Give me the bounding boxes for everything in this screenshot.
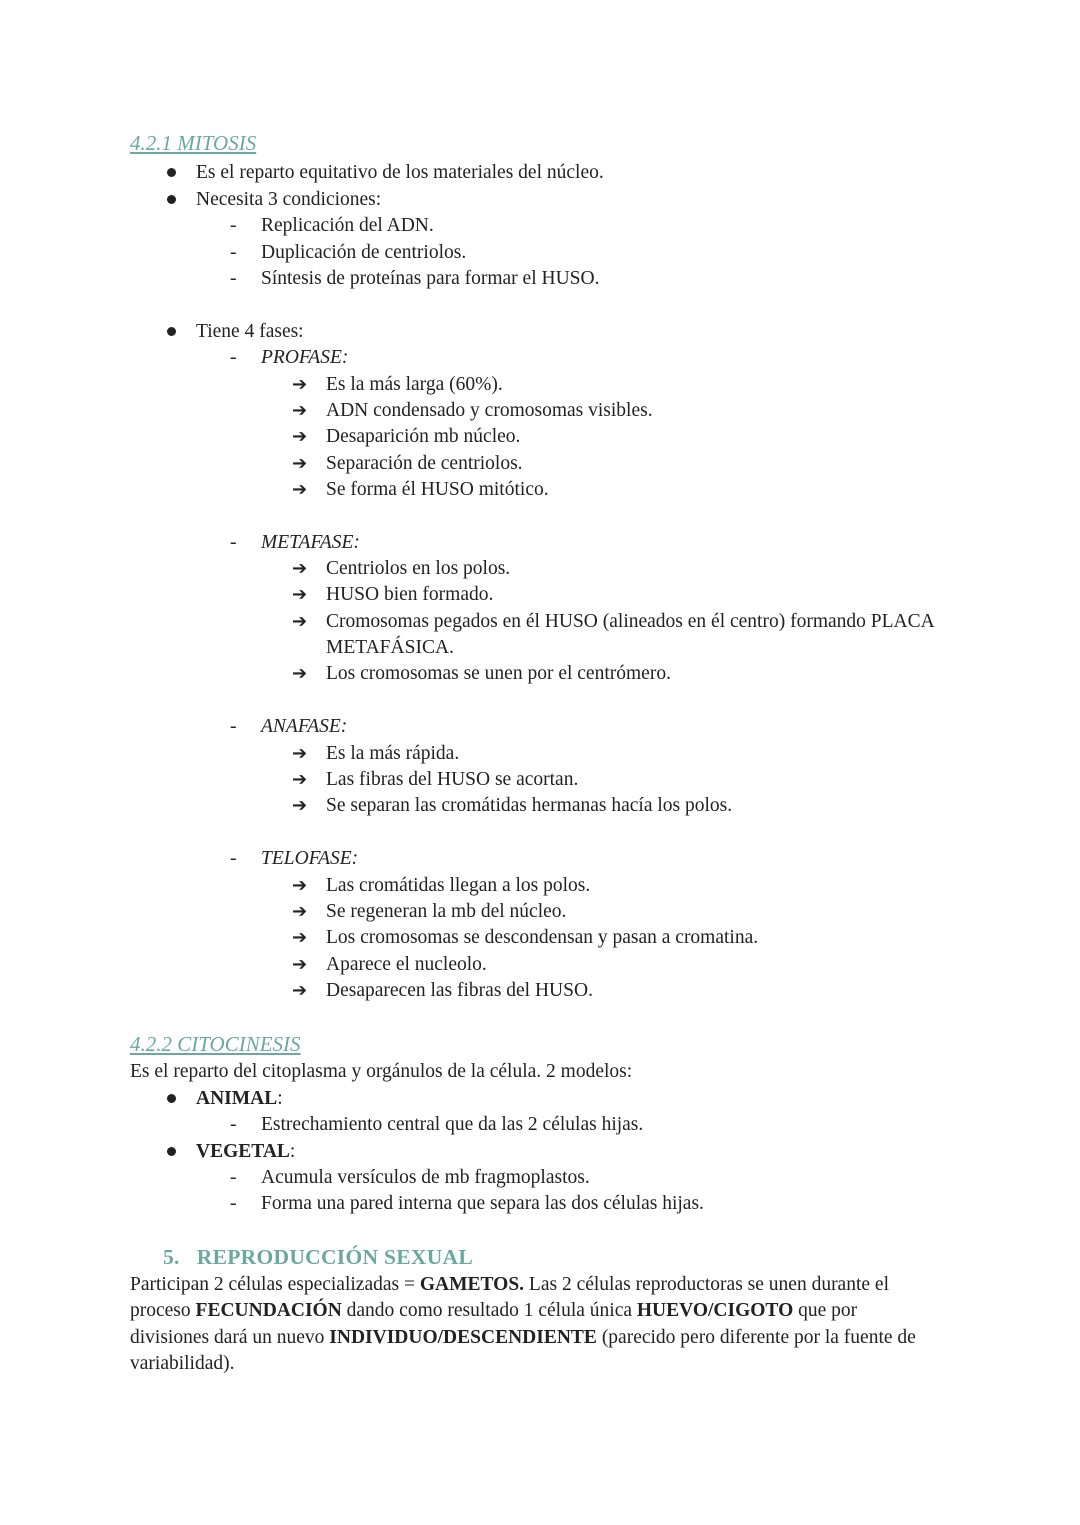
phase-item: Los cromosomas se descondensan y pasan a cromatina. [326, 927, 759, 948]
arrow-icon: ➔ [292, 954, 308, 975]
phase-title-anafase: ANAFASE: [261, 716, 348, 737]
arrow-icon: ➔ [292, 769, 308, 790]
section-heading-reproduccion: 5. REPRODUCCIÓN SEXUAL [163, 1245, 474, 1269]
model-animal-label: ANIMAL [196, 1088, 278, 1109]
condition-item: Síntesis de proteínas para formar el HUSO. [261, 268, 600, 289]
arrow-icon: ➔ [292, 795, 308, 816]
phase-item: Se forma él HUSO mitótico. [326, 479, 549, 500]
phase-item: Es la más rápida. [326, 743, 460, 764]
bullet-dot [167, 327, 176, 336]
colon: : [289, 1141, 296, 1162]
bullet-dot [167, 1094, 176, 1103]
dash-marker: - [230, 1167, 237, 1188]
text-run: que por [793, 1300, 858, 1321]
text-run: Participan 2 células especializadas = [130, 1274, 420, 1295]
section-heading-citocinesis: 4.2.2 CITOCINESIS [130, 1032, 301, 1056]
text-run: Las 2 células reproductoras se unen durante el [524, 1274, 889, 1295]
arrow-icon: ➔ [292, 400, 308, 421]
arrow-icon: ➔ [292, 663, 308, 684]
section-heading-mitosis: 4.2.1 MITOSIS [130, 131, 257, 155]
model-vegetal-label: VEGETAL [196, 1141, 290, 1162]
phase-item: Los cromosomas se unen por el centrómero. [326, 663, 671, 684]
phase-item: Las fibras del HUSO se acortan. [326, 769, 579, 790]
phase-item: Desaparición mb núcleo. [326, 426, 521, 447]
model-animal [196, 1086, 283, 1112]
phase-item: Separación de centriolos. [326, 453, 523, 474]
phase-item: Se separan las cromátidas hermanas hacía los polos. [326, 795, 733, 816]
phase-item: Centriolos en los polos. [326, 558, 511, 579]
phase-item: ADN condensado y cromosomas visibles. [326, 400, 653, 421]
arrow-icon: ➔ [292, 611, 308, 632]
arrow-icon: ➔ [292, 901, 308, 922]
arrow-icon: ➔ [292, 980, 308, 1001]
mitosis-bullet-2: Necesita 3 condiciones: [196, 189, 382, 210]
term-gametos: GAMETOS. [419, 1274, 525, 1295]
citocinesis-intro: Es el reparto del citoplasma y orgánulos de la célula. 2 modelos: [130, 1061, 633, 1082]
phase-item: Aparece el nucleolo. [326, 954, 487, 975]
phase-title-telofase: TELOFASE: [261, 848, 359, 869]
paragraph-line-3 [130, 1325, 916, 1351]
dash-marker: - [230, 532, 237, 553]
dash-marker: - [230, 268, 237, 289]
model-item: Forma una pared interna que separa las dos células hijas. [261, 1193, 704, 1214]
phase-item: Es la más larga (60%). [326, 374, 503, 395]
bullet-dot [167, 195, 176, 204]
term-huevo-cigoto: HUEVO/CIGOTO [636, 1300, 794, 1321]
paragraph-line-1 [130, 1272, 889, 1298]
phase-item: HUSO bien formado. [326, 584, 494, 605]
arrow-icon: ➔ [292, 743, 308, 764]
term-fecundacion: FECUNDACIÓN [195, 1300, 342, 1321]
condition-item: Duplicación de centriolos. [261, 242, 467, 263]
dash-marker: - [230, 1193, 237, 1214]
bullet-dot [167, 1147, 176, 1156]
model-vegetal [196, 1139, 295, 1165]
arrow-icon: ➔ [292, 479, 308, 500]
phase-title-profase: PROFASE: [261, 347, 349, 368]
dash-marker: - [230, 1114, 237, 1135]
dash-marker: - [230, 347, 237, 368]
arrow-icon: ➔ [292, 374, 308, 395]
arrow-icon: ➔ [292, 584, 308, 605]
arrow-icon: ➔ [292, 558, 308, 579]
dash-marker: - [230, 215, 237, 236]
text-run: divisiones dará un nuevo [130, 1327, 330, 1348]
phase-item: Cromosomas pegados en él HUSO (alineados en él centro) formando PLACA [326, 611, 935, 632]
mitosis-bullet-3: Tiene 4 fases: [196, 321, 304, 342]
phase-item-continuation: METAFÁSICA. [326, 637, 454, 658]
paragraph-line-4: variabilidad). [130, 1353, 235, 1374]
paragraph-line-2 [130, 1298, 857, 1324]
bullet-dot [167, 168, 176, 177]
arrow-icon: ➔ [292, 453, 308, 474]
phase-item: Se regeneran la mb del núcleo. [326, 901, 567, 922]
colon: : [277, 1088, 283, 1109]
text-run: proceso [130, 1300, 196, 1321]
mitosis-bullet-1: Es el reparto equitativo de los materiales del núcleo. [196, 162, 604, 183]
dash-marker: - [230, 716, 237, 737]
text-run: (parecido pero diferente por la fuente de [596, 1327, 916, 1348]
dash-marker: - [230, 848, 237, 869]
text-run: dando como resultado 1 célula única [341, 1300, 637, 1321]
arrow-icon: ➔ [292, 927, 308, 948]
phase-title-metafase: METAFASE: [261, 532, 360, 553]
dash-marker: - [230, 242, 237, 263]
phase-item: Desaparecen las fibras del HUSO. [326, 980, 593, 1001]
model-item: Estrechamiento central que da las 2 células hijas. [261, 1114, 644, 1135]
phase-item: Las cromátidas llegan a los polos. [326, 875, 591, 896]
arrow-icon: ➔ [292, 426, 308, 447]
arrow-icon: ➔ [292, 875, 308, 896]
term-individuo: INDIVIDUO/DESCENDIENTE [329, 1327, 597, 1348]
model-item: Acumula versículos de mb fragmoplastos. [261, 1167, 590, 1188]
condition-item: Replicación del ADN. [261, 215, 434, 236]
